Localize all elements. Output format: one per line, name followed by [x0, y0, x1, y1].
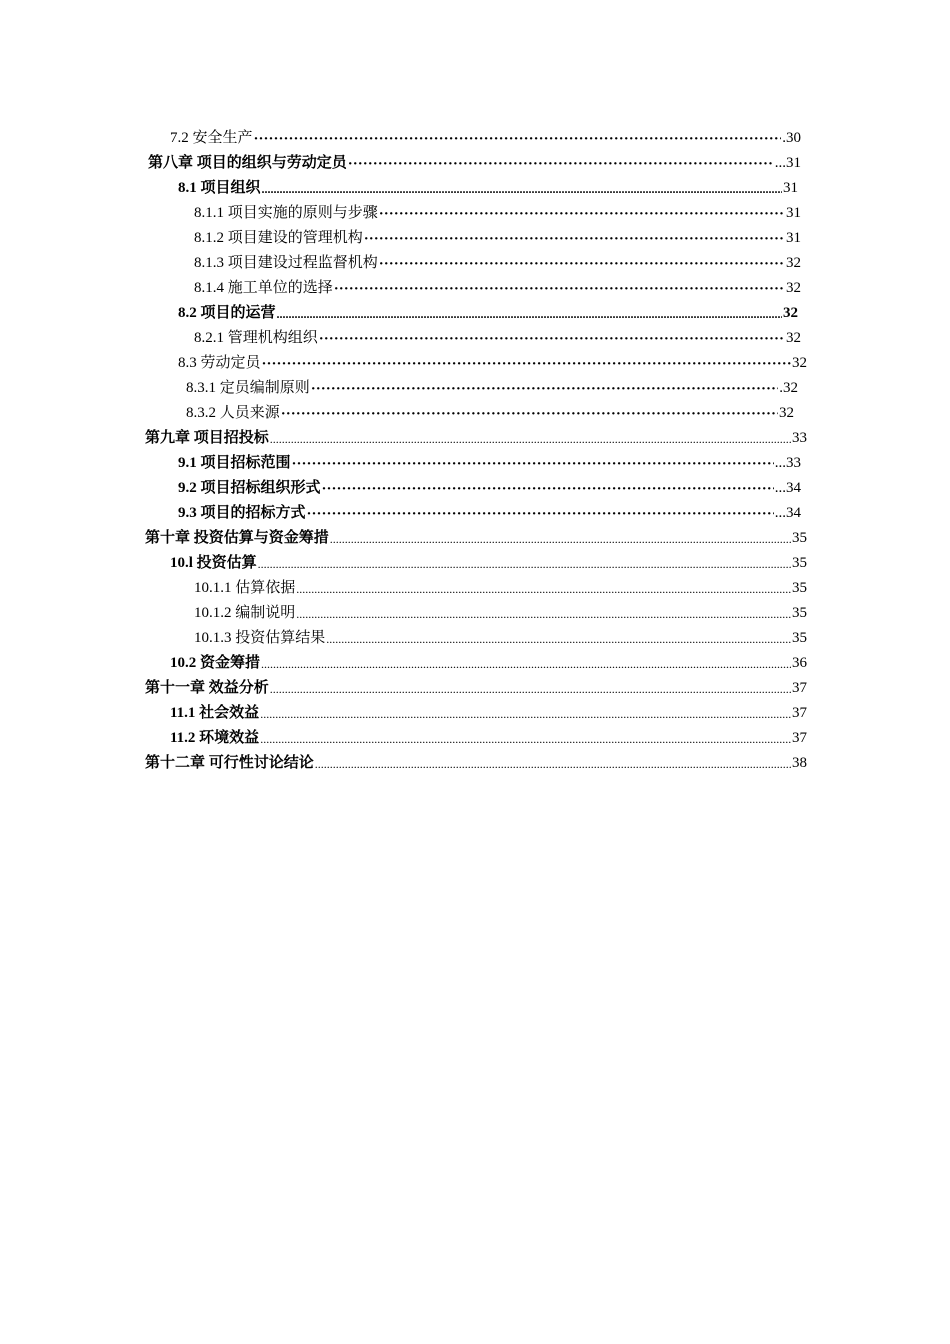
- toc-entry-title: 第十一章 效益分析: [145, 680, 269, 696]
- toc-entry-page: 35: [792, 530, 807, 546]
- toc-entry[interactable]: [170, 701, 807, 723]
- toc-entry-title: 9.3 项目的招标方式: [178, 505, 306, 521]
- dot-leader: [260, 703, 791, 723]
- toc-entry-page: 32: [779, 405, 794, 421]
- dot-leader: [330, 528, 791, 548]
- toc-entry-page: 35: [792, 630, 807, 646]
- toc-entry-title: 第十二章 可行性讨论结论: [145, 755, 314, 771]
- toc-entry[interactable]: [145, 426, 807, 448]
- toc-entry[interactable]: [178, 301, 798, 323]
- toc-entry-page: .32: [779, 380, 798, 396]
- toc-entry[interactable]: [170, 551, 807, 573]
- dot-leader: [348, 153, 774, 173]
- toc-entry-title: 9.2 项目招标组织形式: [178, 480, 321, 496]
- toc-entry-title: 8.1 项目组织: [178, 180, 261, 196]
- toc-entry-title: 8.1.2 项目建设的管理机构: [194, 230, 363, 246]
- toc-entry-title: 10.2 资金筹措: [170, 655, 261, 671]
- toc-entry-title: 第八章 项目的组织与劳动定员: [148, 155, 347, 171]
- toc-entry-page: 31: [783, 180, 798, 196]
- toc-entry-page: 32: [792, 355, 807, 371]
- toc-entry[interactable]: [178, 476, 801, 498]
- toc-entry-page: 31: [786, 230, 801, 246]
- toc-entry-page: 37: [792, 730, 807, 746]
- toc-entry[interactable]: [178, 451, 801, 473]
- toc-entry[interactable]: [145, 526, 807, 548]
- dot-leader: [270, 678, 791, 698]
- toc-entry[interactable]: [194, 601, 807, 623]
- dot-leader: [315, 753, 791, 773]
- toc-entry-title: 8.1.1 项目实施的原则与步骤: [194, 205, 378, 221]
- dot-leader: [307, 503, 774, 523]
- toc-entry[interactable]: [145, 676, 807, 698]
- dot-leader: [319, 328, 785, 348]
- toc-entry-title: 第十章 投资估算与资金筹措: [145, 530, 329, 546]
- toc-entry-title: 第九章 项目招投标: [145, 430, 269, 446]
- toc-entry-page: 35: [792, 605, 807, 621]
- dot-leader: [261, 653, 791, 673]
- toc-entry-page: 32: [786, 255, 801, 271]
- dot-leader: [262, 178, 782, 198]
- dot-leader: [260, 728, 791, 748]
- dot-leader: [258, 553, 791, 573]
- toc-entry-title: 9.1 项目招标范围: [178, 455, 291, 471]
- toc-entry-title: 8.3 劳动定员: [178, 355, 261, 371]
- toc-entry-page: 32: [786, 280, 801, 296]
- toc-entry-title: 8.3.1 定员编制原则: [186, 380, 310, 396]
- toc-entry[interactable]: [194, 276, 801, 298]
- dot-leader: [254, 128, 782, 148]
- toc-entry-page: ...34: [774, 505, 801, 521]
- toc-entry[interactable]: [186, 401, 794, 423]
- dot-leader: [311, 378, 778, 398]
- toc-entry-page: 32: [783, 305, 798, 321]
- toc-entry-page: 37: [792, 680, 807, 696]
- toc-entry-title: 8.2.1 管理机构组织: [194, 330, 318, 346]
- dot-leader: [334, 278, 785, 298]
- toc-entry-title: 7.2 安全生产: [170, 130, 253, 146]
- toc-entry-title: 8.2 项目的运营: [178, 305, 276, 321]
- toc-entry-page: 31: [786, 205, 801, 221]
- toc-entry-title: 10.1.2 编制说明: [194, 605, 296, 621]
- toc-entry[interactable]: [178, 176, 798, 198]
- toc-entry[interactable]: [194, 201, 801, 223]
- dot-leader: [262, 353, 791, 373]
- toc-entry-title: 11.1 社会效益: [170, 705, 260, 721]
- toc-entry-page: 35: [792, 555, 807, 571]
- dot-leader: [296, 603, 791, 623]
- dot-leader: [292, 453, 774, 473]
- dot-leader: [326, 628, 791, 648]
- toc-entry[interactable]: [148, 151, 801, 173]
- toc-entry[interactable]: [194, 326, 801, 348]
- toc-entry-title: 8.3.2 人员来源: [186, 405, 280, 421]
- toc-entry-page: 33: [792, 430, 807, 446]
- dot-leader: [281, 403, 778, 423]
- dot-leader: [322, 478, 774, 498]
- toc-entry-page: ...31: [774, 155, 801, 171]
- toc-entry[interactable]: [194, 626, 807, 648]
- toc-entry-page: 35: [792, 580, 807, 596]
- toc-entry[interactable]: [194, 226, 801, 248]
- toc-entry[interactable]: [170, 651, 807, 673]
- dot-leader: [364, 228, 785, 248]
- toc-entry-title: 10.1.1 估算依据: [194, 580, 296, 596]
- toc-entry-page: ...34: [774, 480, 801, 496]
- toc-entry[interactable]: [178, 501, 801, 523]
- dot-leader: [277, 303, 782, 323]
- toc-entry-title: 11.2 环境效益: [170, 730, 260, 746]
- toc-entry-title: 10.l 投资估算: [170, 555, 257, 571]
- toc-entry[interactable]: [194, 251, 801, 273]
- toc-entry-page: ...33: [774, 455, 801, 471]
- dot-leader: [270, 428, 791, 448]
- dot-leader: [379, 253, 785, 273]
- toc-entry[interactable]: [186, 376, 798, 398]
- toc-entry-title: 8.1.3 项目建设过程监督机构: [194, 255, 378, 271]
- toc-entry-title: 8.1.4 施工单位的选择: [194, 280, 333, 296]
- toc-entry[interactable]: [194, 576, 807, 598]
- toc-entry-page: 36: [792, 655, 807, 671]
- toc-entry[interactable]: [170, 126, 801, 148]
- toc-entry-page: .30: [782, 130, 801, 146]
- dot-leader: [379, 203, 785, 223]
- toc-entry-page: 32: [786, 330, 801, 346]
- toc-entry[interactable]: [170, 726, 807, 748]
- toc-entry-title: 10.1.3 投资估算结果: [194, 630, 326, 646]
- toc-entry[interactable]: [178, 351, 807, 373]
- dot-leader: [296, 578, 791, 598]
- toc-entry-page: 37: [792, 705, 807, 721]
- toc-entry-page: 38: [792, 755, 807, 771]
- toc-entry[interactable]: [145, 751, 807, 773]
